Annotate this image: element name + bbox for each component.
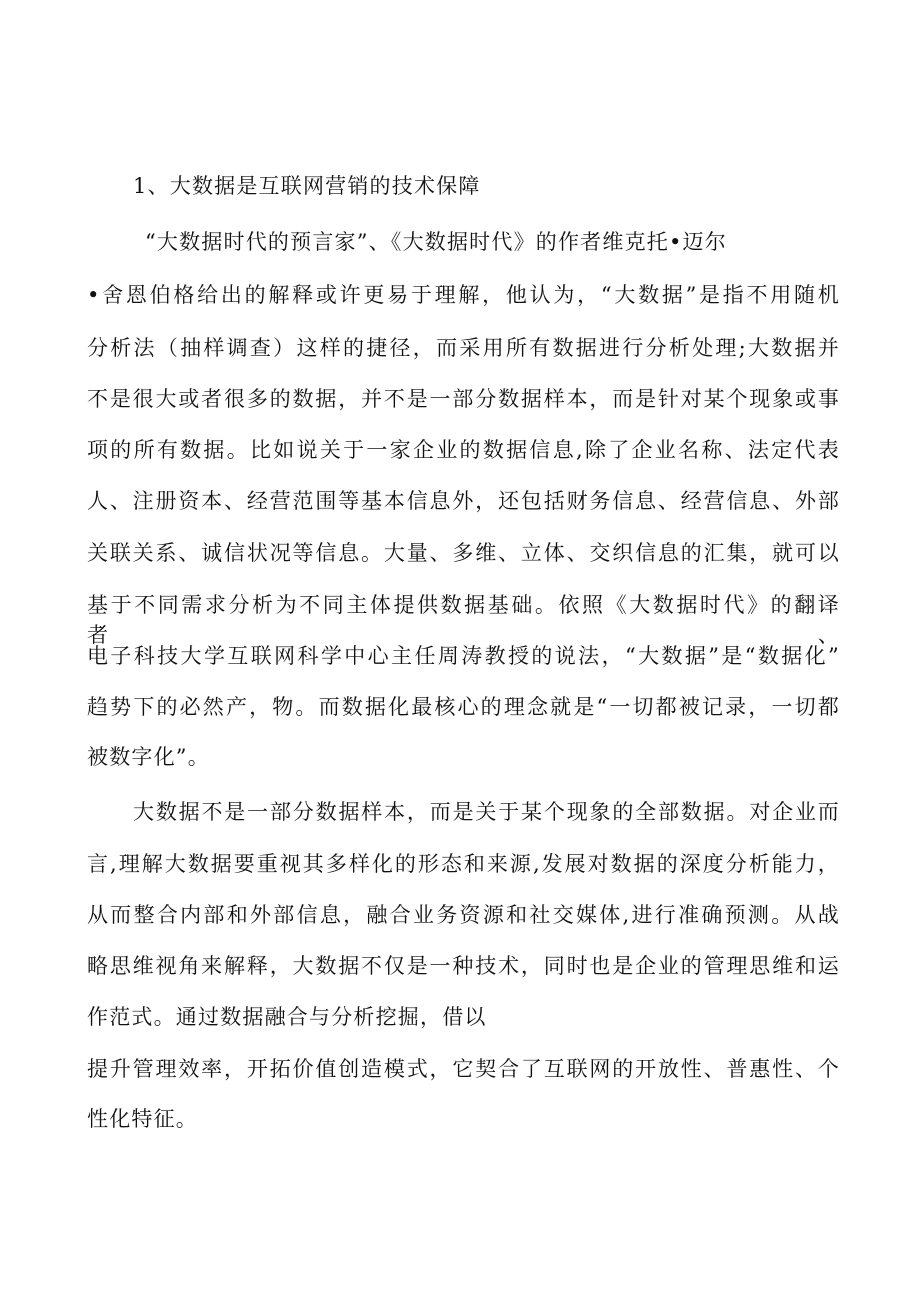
paragraph-1-line-11: 被数字化”。 [87, 745, 210, 769]
paragraph-1-line-8: 基于不同需求分析为不同主体提供数据基础。依照《大数据时代》的翻译者、 [87, 593, 840, 647]
section-heading: 1、大数据是互联网营销的技术保障 [133, 174, 481, 198]
paragraph-2-line-3: 从而整合内部和外部信息，融合业务资源和社交媒体,进行准确预测。从战 [87, 903, 840, 927]
paragraph-2-line-6: 提升管理效率，开拓价值创造模式，它契合了互联网的开放性、普惠性、个 [87, 1057, 840, 1081]
paragraph-1-line-7: 关联关系、诚信状况等信息。大量、多维、立体、交织信息的汇集，就可以 [87, 541, 840, 565]
paragraph-1-line-2: •舍恩伯格给出的解释或许更易于理解，他认为，“大数据”是指不用随机 [87, 283, 840, 307]
paragraph-2-line-7: 性化特征。 [87, 1107, 198, 1131]
paragraph-1-line-1: “大数据时代的预言家”、《大数据时代》的作者维克托•迈尔 [145, 230, 727, 254]
paragraph-1-line-3: 分析法（抽样调查）这样的捷径，而采用所有数据进行分析处理;大数据并 [87, 336, 840, 360]
paragraph-1-line-10: 趋势下的必然产，物。而数据化最核心的理念就是“一切都被记录，一切都 [87, 695, 840, 719]
paragraph-2-line-4: 略思维视角来解释，大数据不仅是一种技术，同时也是企业的管理思维和运 [87, 954, 840, 978]
paragraph-1-line-6: 人、注册资本、经营范围等基本信息外，还包括财务信息、经营信息、外部 [87, 489, 840, 513]
paragraph-2-line-2: 言,理解大数据要重视其多样化的形态和来源,发展对数据的深度分析能力， [87, 852, 840, 876]
paragraph-2-line-5: 作范式。通过数据融合与分析挖掘，借以 [87, 1005, 487, 1029]
paragraph-1-line-9: 电子科技大学互联网科学中心主任周涛教授的说法，“大数据”是“数据化” [87, 644, 840, 668]
paragraph-1-line-5: 项的所有数据。比如说关于一家企业的数据信息,除了企业名称、法定代表 [87, 438, 840, 462]
paragraph-2-line-1: 大数据不是一部分数据样本，而是关于某个现象的全部数据。对企业而 [133, 800, 840, 824]
paragraph-1-line-4: 不是很大或者很多的数据，并不是一部分数据样本，而是针对某个现象或事 [87, 387, 840, 411]
